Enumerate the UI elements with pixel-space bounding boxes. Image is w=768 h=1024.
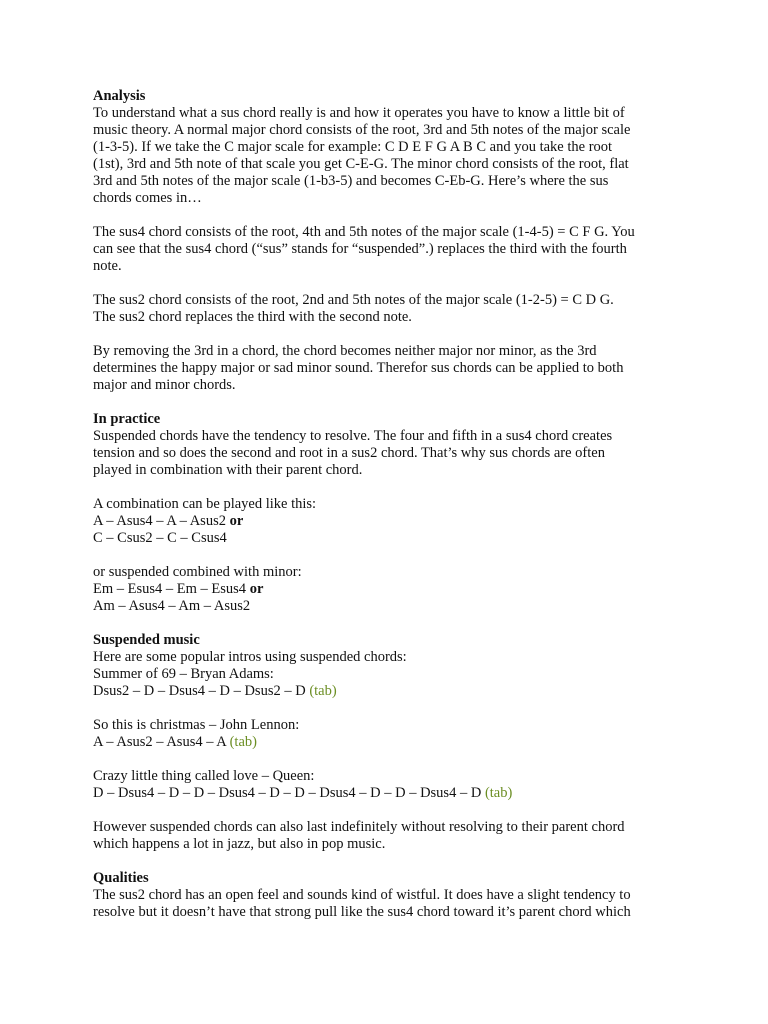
song-chords-text: A – Asus2 – Asus4 – A: [93, 734, 226, 750]
text-line: music theory. A normal major chord consists of the root, 3rd and 5th notes of the major scale: [93, 122, 631, 138]
text-line: tension and so does the second and root in a sus2 chord. That’s why sus chords are often: [93, 445, 605, 461]
qualities-heading: Qualities: [93, 870, 149, 886]
chord-progression-text: Em – Esus4 – Em – Esus4: [93, 581, 247, 597]
music-intro: Here are some popular intros using suspended chords:: [93, 649, 407, 665]
text-line: However suspended chords can also last indefinitely without resolving to their parent chord: [93, 819, 625, 835]
chord-progression-text: A – Asus4 – A – Asus2: [93, 513, 226, 529]
text-line: By removing the 3rd in a chord, the chord becomes neither major nor minor, as the 3rd: [93, 343, 597, 359]
text-line: Suspended chords have the tendency to resolve. The four and fifth in a sus4 chord creates: [93, 428, 613, 444]
text-line: 3rd and 5th notes of the major scale (1-b3-5) and becomes C-Eb-G. Here’s where the sus: [93, 173, 609, 189]
text-line: can see that the sus4 chord (“sus” stands for “suspended”.) replaces the third with the fourth: [93, 241, 627, 257]
chord-progression: Am – Asus4 – Am – Asus2: [93, 598, 251, 614]
song-block-3: [93, 768, 708, 802]
song-chords: [93, 785, 708, 802]
tab-link[interactable]: (tab): [484, 785, 513, 801]
song-chords-text: D – Dsus4 – D – D – Dsus4 – D – D – Dsus4 – D – D – Dsus4 – D: [93, 785, 482, 801]
analysis-heading: Analysis: [93, 88, 146, 104]
minor-intro: or suspended combined with minor:: [93, 564, 302, 580]
text-line: The sus2 chord replaces the third with the second note.: [93, 309, 412, 325]
song-title: Crazy little thing called love – Queen:: [93, 768, 315, 784]
song-chords: [93, 683, 708, 700]
analysis-paragraph-1: [93, 105, 708, 207]
analysis-paragraph-2: [93, 224, 708, 275]
text-line: played in combination with their parent chord.: [93, 462, 363, 478]
song-block-1: [93, 649, 708, 700]
text-line: (1st), 3rd and 5th note of that scale you get C-E-G. The minor chord consists of the root, flat: [93, 156, 629, 172]
text-line: determines the happy major or sad minor sound. Therefor sus chords can be applied to both: [93, 360, 624, 376]
text-line: note.: [93, 258, 122, 274]
text-line: which happens a lot in jazz, but also in pop music.: [93, 836, 386, 852]
tab-link[interactable]: (tab): [229, 734, 257, 750]
song-title: Summer of 69 – Bryan Adams:: [93, 666, 274, 682]
music-outro: [93, 819, 708, 853]
music-heading: Suspended music: [93, 632, 200, 648]
or-word: or: [249, 581, 264, 597]
text-line: The sus2 chord has an open feel and sounds kind of wistful. It does have a slight tendency to: [93, 887, 631, 903]
song-title: So this is christmas – John Lennon:: [93, 717, 300, 733]
text-line: (1-3-5). If we take the C major scale for example: C D E F G A B C and you take the root: [93, 139, 613, 155]
chord-progression: C – Csus2 – C – Csus4: [93, 530, 227, 546]
tab-link[interactable]: (tab): [309, 683, 337, 699]
or-word: or: [229, 513, 244, 529]
chord-progression: [93, 581, 708, 598]
combination-intro: A combination can be played like this:: [93, 496, 317, 512]
practice-heading: In practice: [93, 411, 161, 427]
text-line: major and minor chords.: [93, 377, 236, 393]
text-line: The sus2 chord consists of the root, 2nd and 5th notes of the major scale (1-2-5) = C D G.: [93, 292, 614, 308]
song-chords: [93, 734, 708, 751]
chord-progression: [93, 513, 708, 530]
minor-combination-block: [93, 564, 708, 615]
text-line: To understand what a sus chord really is and how it operates you have to know a little bit of: [93, 105, 625, 121]
text-line: The sus4 chord consists of the root, 4th and 5th notes of the major scale (1-4-5) = C F G. You: [93, 224, 635, 240]
qualities-paragraph-1: [93, 887, 708, 921]
analysis-paragraph-4: [93, 343, 708, 394]
combination-block: [93, 496, 708, 547]
text-line: chords comes in…: [93, 190, 202, 206]
song-chords-text: Dsus2 – D – Dsus4 – D – Dsus2 – D: [93, 683, 306, 699]
analysis-paragraph-3: [93, 292, 708, 326]
song-block-2: [93, 717, 708, 751]
text-line: resolve but it doesn’t have that strong pull like the sus4 chord toward it’s parent chord which: [93, 904, 631, 920]
practice-paragraph-1: [93, 428, 708, 479]
